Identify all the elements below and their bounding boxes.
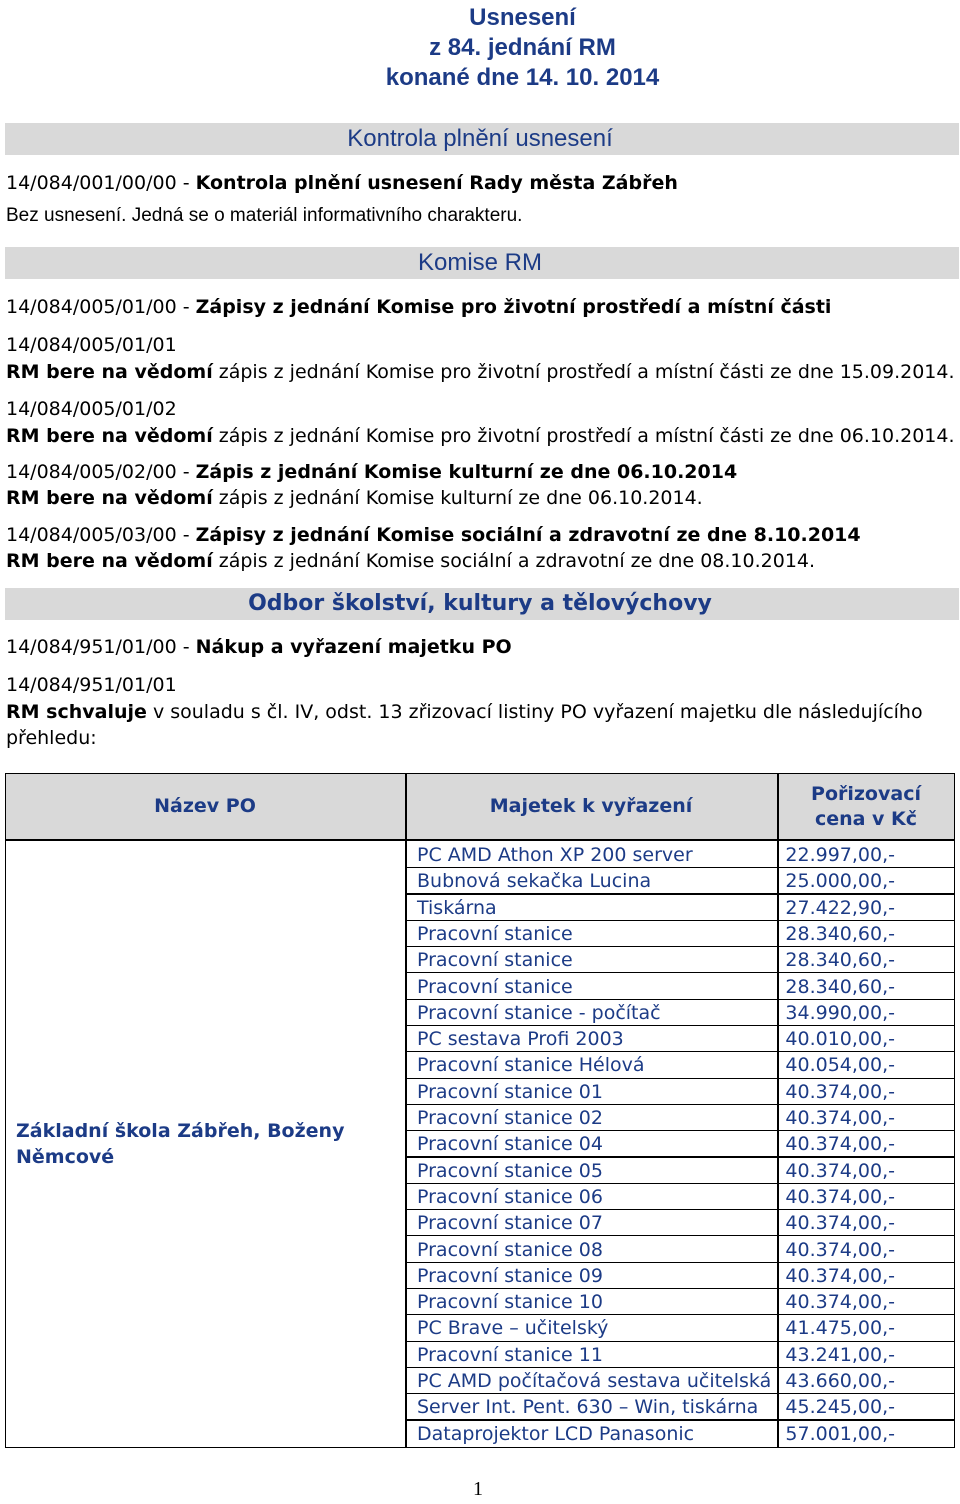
kontrola-item-code: 14/084/001/00/00 - [6, 172, 196, 194]
table-row [405, 1289, 955, 1315]
asset-price: 28.340,60,- [785, 975, 895, 998]
asset-name: PC AMD počítačová sestava učitelská [417, 1370, 772, 1392]
komise-sub2-rest: zápis z jednání Komise pro životní prostředí a místní části ze dne 06.10.2014. [212, 425, 955, 447]
odbor-sub-rest: v souladu s čl. IV, odst. 13 zřizovací listiny PO vyřazení majetku dle následujícího [146, 701, 923, 723]
komise-item1 [6, 294, 831, 320]
asset-name: Pracovní stanice 05 [417, 1159, 603, 1182]
header-bottom-line [5, 839, 955, 841]
table-row [405, 921, 955, 947]
komise-item2-rest: zápis z jednání Komise kulturní ze dne 06.10.2014. [212, 487, 703, 509]
kontrola-note: Bez usnesení. Jedná se o materiál informativního charakteru. [6, 205, 523, 226]
komise-sub1-code: 14/084/005/01/01 [6, 334, 177, 356]
asset-price: 41.475,00,- [785, 1317, 895, 1340]
col-header-cena-line2: cena v Kč [814, 807, 918, 830]
asset-price: 28.340,60,- [785, 922, 895, 945]
asset-name: Pracovní stanice 08 [417, 1238, 603, 1261]
odbor-sub-bold: RM schvaluje [6, 701, 147, 723]
komise-item3-rest: zápis z jednání Komise sociální a zdravotní ze dne 08.10.2014. [212, 550, 816, 572]
asset-name: Pracovní stanice 11 [417, 1343, 603, 1366]
asset-price: 27.422,90,- [785, 896, 895, 919]
komise-item3-bold: RM bere na vědomí [6, 550, 213, 572]
komise-sub1-bold: RM bere na vědomí [6, 361, 213, 383]
asset-price: 40.374,00,- [785, 1080, 895, 1103]
odbor-sub-code: 14/084/951/01/01 [6, 674, 177, 696]
asset-price: 45.245,00,- [785, 1396, 895, 1419]
school-name-line1: Základní škola Zábřeh, Boženy [16, 1120, 345, 1142]
komise-item2-title: Zápis z jednání Komise kulturní ze dne 06.10.2014 [195, 461, 738, 483]
odbor-item-title: Nákup a vyřazení majetku PO [195, 636, 512, 658]
table-row [405, 1394, 955, 1420]
asset-name: Server Int. Pent. 630 – Win, tiskárna [417, 1396, 759, 1419]
asset-price: 40.010,00,- [785, 1028, 895, 1051]
asset-name: Pracovní stanice 07 [417, 1212, 603, 1235]
table-row [405, 1026, 955, 1052]
table-row [405, 842, 955, 868]
odbor-sub-text-line2: přehledu: [6, 727, 97, 749]
odbor-sub-text-line1 [6, 699, 923, 725]
table-row [405, 947, 955, 973]
section-heading-komise: Komise RM [417, 249, 543, 276]
asset-name: Pracovní stanice 06 [417, 1185, 603, 1208]
asset-price: 40.054,00,- [785, 1054, 895, 1077]
table-row [405, 1315, 955, 1341]
col-header-nazev-po: Název PO [5, 773, 405, 840]
col-header-majetek: Majetek k vyřazení [405, 773, 777, 840]
table-row [405, 974, 955, 1000]
komise-item2 [6, 459, 737, 485]
table-row [405, 1000, 955, 1026]
school-name-line2: Němcové [16, 1146, 115, 1168]
asset-name: Tiskárna [417, 896, 497, 919]
asset-name: Bubnová sekačka Lucina [417, 870, 652, 893]
komise-item2-code: 14/084/005/02/00 - [6, 461, 196, 483]
asset-name: PC AMD Athon XP 200 server [417, 844, 693, 866]
table-row [405, 1421, 955, 1447]
asset-name: PC sestava Profi 2003 [417, 1028, 624, 1051]
section-heading-kontrola: Kontrola plnění usnesení [347, 125, 613, 152]
asset-price: 40.374,00,- [785, 1264, 895, 1287]
table-row [405, 1368, 955, 1394]
komise-item3-text [6, 548, 815, 574]
komise-sub2-code: 14/084/005/01/02 [6, 398, 177, 420]
school-name [16, 1118, 376, 1170]
komise-sub2-bold: RM bere na vědomí [6, 425, 213, 447]
komise-item3-title: Zápisy z jednání Komise sociální a zdravotní ze dne 8.10.2014 [195, 524, 861, 546]
table-row [405, 1079, 955, 1105]
section-heading-odbor: Odbor školství, kultury a tělovýchovy [248, 591, 712, 616]
asset-price: 40.374,00,- [785, 1291, 895, 1314]
asset-name: Pracovní stanice 02 [417, 1107, 603, 1129]
asset-price: 40.374,00,- [785, 1133, 895, 1156]
table-row [405, 1342, 955, 1368]
kontrola-item-title: Kontrola plnění usnesení Rady města Zábřeh [195, 172, 678, 194]
asset-price: 22.997,00,- [785, 844, 895, 866]
table-row [405, 1237, 955, 1263]
asset-name: Pracovní stanice [417, 949, 573, 972]
table-row [405, 1052, 955, 1078]
komise-item3-code: 14/084/005/03/00 - [6, 524, 196, 546]
komise-item1-title: Zápisy z jednání Komise pro životní prostředí a místní části [195, 296, 832, 318]
asset-name: Pracovní stanice Hélová [417, 1054, 645, 1077]
asset-price: 28.340,60,- [785, 949, 895, 972]
table-row [405, 1184, 955, 1210]
komise-item2-bold: RM bere na vědomí [6, 487, 213, 509]
asset-price: 43.241,00,- [785, 1343, 895, 1366]
table-row [405, 1158, 955, 1184]
asset-name: Pracovní stanice 10 [417, 1291, 603, 1314]
asset-price: 40.374,00,- [785, 1185, 895, 1208]
doc-title-line2: z 84. jednání RM [429, 34, 616, 61]
table-row [405, 895, 955, 921]
table-row [405, 868, 955, 894]
table-row [405, 1210, 955, 1236]
asset-name: PC Brave – učitelský [417, 1317, 609, 1340]
odbor-item [6, 634, 512, 660]
asset-name: Pracovní stanice 04 [417, 1133, 603, 1156]
komise-item2-text [6, 485, 703, 511]
kontrola-item [6, 170, 678, 196]
asset-name: Pracovní stanice 01 [417, 1080, 603, 1103]
asset-price: 40.374,00,- [785, 1107, 895, 1129]
table-row [405, 1131, 955, 1157]
asset-name: Pracovní stanice 09 [417, 1264, 603, 1287]
doc-title-line1: Usnesení [469, 4, 576, 31]
komise-sub1-text [6, 359, 955, 385]
asset-price: 40.374,00,- [785, 1238, 895, 1261]
col-header-cena-line1: Pořizovací [811, 782, 921, 805]
asset-price: 43.660,00,- [785, 1370, 895, 1392]
asset-price: 57.001,00,- [785, 1422, 895, 1445]
asset-name: Pracovní stanice [417, 922, 573, 945]
doc-title-line3: konané dne 14. 10. 2014 [385, 64, 660, 91]
komise-sub1-rest: zápis z jednání Komise pro životní prostředí a místní části ze dne 15.09.2014. [212, 361, 955, 383]
table-row [405, 1263, 955, 1289]
asset-name: Dataprojektor LCD Panasonic [417, 1422, 695, 1445]
asset-price: 25.000,00,- [785, 870, 895, 893]
asset-price: 34.990,00,- [785, 1001, 895, 1024]
komise-item1-code: 14/084/005/01/00 - [6, 296, 196, 318]
odbor-item-code: 14/084/951/01/00 - [6, 636, 196, 658]
komise-item3 [6, 522, 861, 548]
asset-price: 40.374,00,- [785, 1212, 895, 1235]
page-number: 1 [473, 1478, 483, 1500]
asset-price: 40.374,00,- [785, 1159, 895, 1182]
asset-name: Pracovní stanice [417, 975, 573, 998]
table-row [405, 1105, 955, 1131]
asset-name: Pracovní stanice - počítač [417, 1001, 661, 1024]
komise-sub2-text [6, 423, 955, 449]
